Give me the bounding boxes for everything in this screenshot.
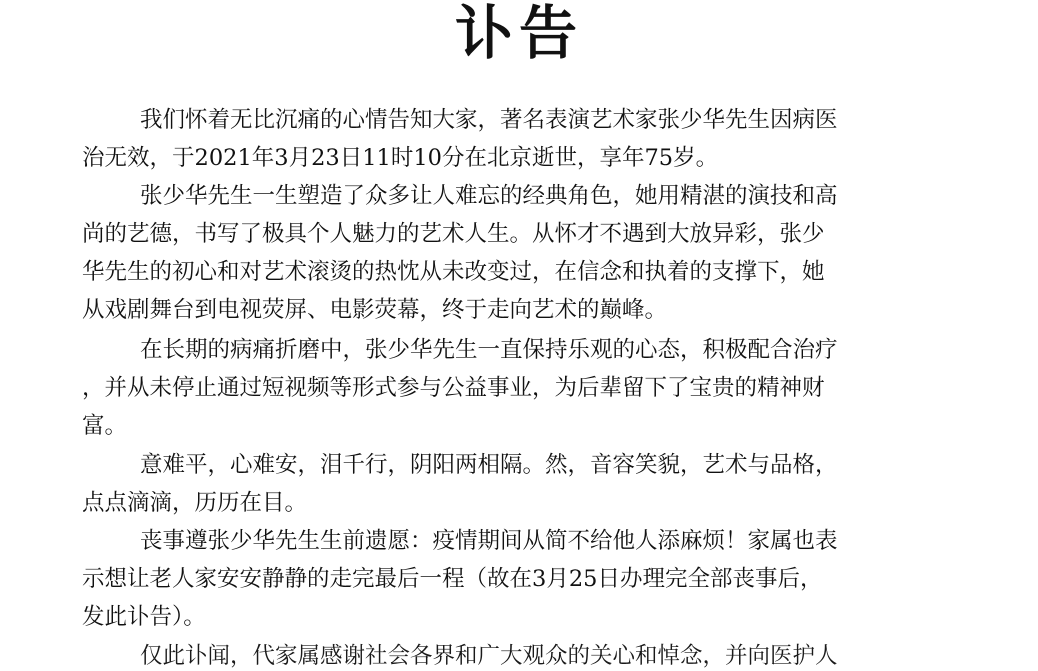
paragraph-3-line-1: 在长期的病痛折磨中，张少华先生一直保持乐观的心态，积极配合治疗 xyxy=(140,337,838,363)
paragraph-2-line-2: 尚的艺德，书写了极具个人魅力的艺术人生。从怀才不遇到大放异彩，张少 xyxy=(82,221,825,247)
paragraph-2-line-1: 张少华先生一生塑造了众多让人难忘的经典角色，她用精湛的演技和高 xyxy=(140,183,838,209)
paragraph-2-line-4: 从戏剧舞台到电视荧屏、电影荧幕，终于走向艺术的巅峰。 xyxy=(82,297,668,323)
paragraph-5-line-3: 发此讣告）。 xyxy=(82,604,206,630)
paragraph-4-line-2: 点点滴滴，历历在目。 xyxy=(82,490,308,516)
paragraph-1-line-1: 我们怀着无比沉痛的心情告知大家，著名表演艺术家张少华先生因病医 xyxy=(140,107,838,133)
paragraph-5-line-2: 示想让老人家安安静静的走完最后一程（故在3月25日办理完全部丧事后， xyxy=(82,566,823,592)
notice-title: 讣告 xyxy=(454,0,583,67)
paragraph-6-line-1: 仅此讣闻，代家属感谢社会各界和广大观众的关心和悼念，并向医护人 xyxy=(140,643,838,669)
paragraph-3-line-2: ，并从未停止通过短视频等形式参与公益事业，为后辈留下了宝贵的精神财 xyxy=(82,375,825,401)
paragraph-4-line-1: 意难平，心难安，泪千行，阴阳两相隔。然，音容笑貌，艺术与品格， xyxy=(140,452,838,478)
paragraph-2-line-3: 华先生的初心和对艺术滚烫的热忱从未改变过，在信念和执着的支撑下，她 xyxy=(82,259,825,285)
paragraph-1-line-2: 治无效，于2021年3月23日11时10分在北京逝世，享年75岁。 xyxy=(82,145,719,171)
paragraph-3-line-3: 富。 xyxy=(82,413,128,439)
paragraph-5-line-1: 丧事遵张少华先生生前遗愿：疫情期间从简不给他人添麻烦！家属也表 xyxy=(140,528,838,554)
